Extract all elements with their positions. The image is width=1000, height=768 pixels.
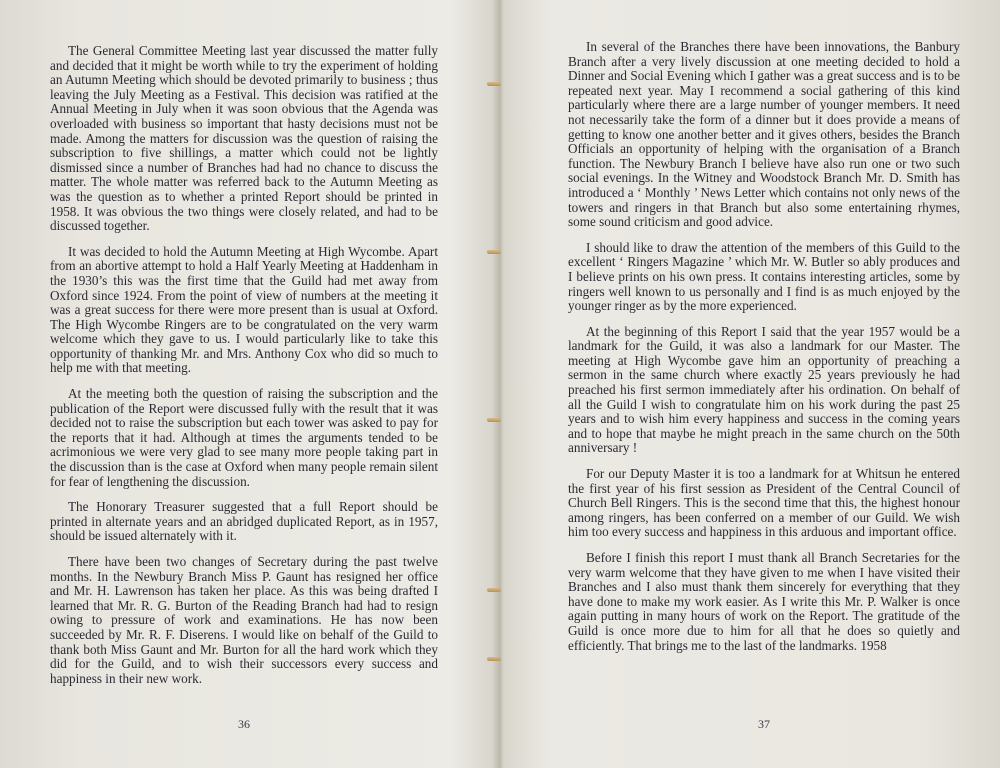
left-paragraph-1: The General Committee Meeting last year discussed the matter fully and decided that it might be worth while to try the experiment of holding an Autumn Meeting which should be devoted primarily to business ; thus leaving the July Meeting as a Festival. This decision was ratified at the Annual Meeting in July when it was soon obvious that the Agenda was overloaded with business so important that hasty decisions must not be made. Among the matters for discussion was the question of raising the subscription to five shillings, a matter which could not be lightly dismissed since a number of Branches had had no chance to discuss the matter. The whole matter was referred back to the Autumn Meeting as was the question as to whether a printed Report should be printed in 1958. It was obvious the two things were closely related, and had to be discussed together. — [50, 43, 438, 234]
staple — [487, 250, 501, 254]
right-page — [500, 0, 1000, 768]
right-paragraph-2: I should like to draw the attention of the members of this Guild to the excellent ‘ Ringers Magazine ’ which Mr. W. Butler so ably produces and I believe prints on his own press. It contains interesting articles, some by ringers well known to us personally and I find is as much enjoyed by the younger ringer as by the more experienced. — [568, 239, 960, 314]
right-paragraph-4: For our Deputy Master it is too a landmark for at Whitsun he entered the first year of his first session as President of the Central Council of Church Bell Ringers. This is the second time that this, the highest honour among ringers, has been conferred on a member of our Guild. We wish him too every success and happiness in this arduous and important office. — [568, 466, 960, 540]
left-paragraph-3: At the meeting both the question of raising the subscription and the publication of the Report were discussed fully with the result that it was decided not to raise the subscription but each tower was asked to pay for the reports that it had. Although at times the arguments tended to be acrimonious we were very glad to see many more people taking part in the discussion than is the case at Oxford when many people remain silent for fear of lengthening the discussion. — [50, 386, 438, 489]
left-paragraph-4: The Honorary Treasurer suggested that a full Report should be printed in alternate years and an abridged duplicated Report, as in 1957, should be issued alternately with it. — [50, 499, 438, 544]
left-paragraph-5: There have been two changes of Secretary during the past twelve months. In the Newbury Branch Miss P. Gaunt has resigned her office and Mr. H. Lawrenson has taken her place. As this was being drafted I learned that Mr. R. G. Burton of the Reading Branch had had to resign owing to pressure of work and examinations. He has now been succeeded by Mr. R. F. Diserens. I would like on behalf of the Guild to thank both Miss Gaunt and Mr. Burton for all the hard work which they did for the Guild, and to wish their successors every success and happiness in their new work. — [50, 554, 438, 686]
staple — [487, 588, 501, 592]
left-page-number: 36 — [238, 717, 250, 731]
right-page-number: 37 — [758, 717, 770, 731]
left-paragraph-2: It was decided to hold the Autumn Meeting at High Wycombe. Apart from an abortive attempt to hold a Half Yearly Meeting at Haddenham in the 1930’s this was the first time that the Guild had met away from Oxford since 1924. From the point of view of numbers at the meeting it was a great success for there were more present than is usual at Oxford. The High Wycombe Ringers are to be congratulated on the very warm welcome which they gave to us. I would particularly like to take this opportunity of thanking Mr. and Mrs. Anthony Cox who did so much to help me with that meeting. — [50, 243, 438, 376]
right-paragraph-5: Before I finish this report I must thank all Branch Secretaries for the very warm welcome that they have given to me when I have visited their Branches and I also must thank them sincerely for everything that they have done to make my work easier. As I write this Mr. P. Walker is once again putting in many hours of work on the Report. The gratitude of the Guild is once more due to him for all that he does so quietly and efficiently. That brings me to the last of the landmarks. 1958 — [568, 550, 960, 653]
right-paragraph-3: At the beginning of this Report I said that the year 1957 would be a landmark for the Guild, it was also a landmark for our Master. The meeting at High Wycombe gave him an opportunity of preaching a sermon in the same church where exactly 25 years previously he had preached his first sermon immediately after his ordination. On behalf of all the Guild I wish to congratulate him on his work during the past 25 years and to wish him every happiness and success in the coming years and to hope that maybe he might preach in the same church on the 50th anniversary ! — [568, 323, 960, 456]
right-paragraph-1: In several of the Branches there have been innovations, the Banbury Branch after a very lively discussion at one meeting decided to hold a Dinner and Social Evening which I gather was a great success and is to be repeated next year. May I recommend a social gathering of this kind particularly where there are a large number of younger members. It need not necessarily take the form of a dinner but it does provide a means of getting to know one another better and it gives others, besides the Branch Officials an opportunity of helping with the organisation of a Branch function. The Newbury Branch I believe have also run one or two such social evenings. In the Witney and Woodstock Branch Mr. D. Smith has introduced a ‘ Monthly ’ News Letter which contains not only news of the towers and ringers in that Branch but also some entertaining rhymes, some sound criticism and good advice. — [568, 39, 960, 230]
staple — [487, 657, 501, 661]
staple — [487, 418, 501, 422]
staple — [487, 82, 501, 86]
